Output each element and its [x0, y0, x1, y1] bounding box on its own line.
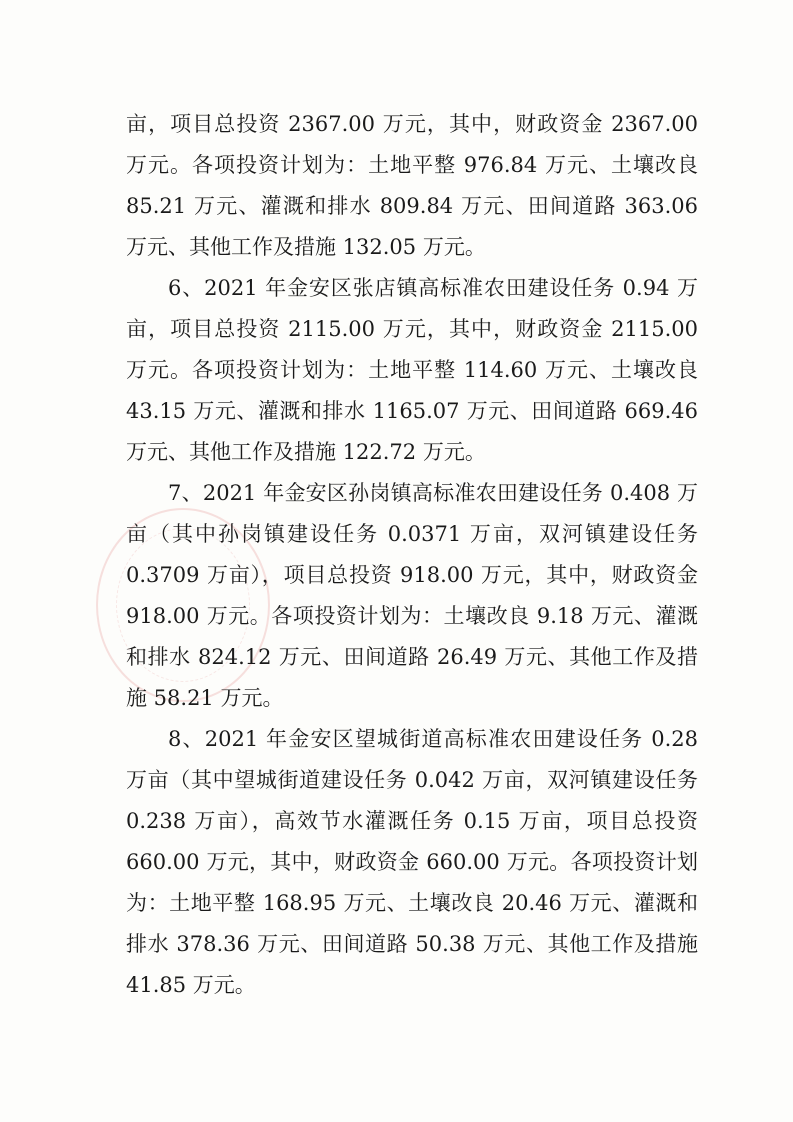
paragraph-item-6: 6、2021 年金安区张店镇高标准农田建设任务 0.94 万亩，项目总投资 2115.00 万元，其中，财政资金 2115.00 万元。各项投资计划为：土地平整 114.60 万元、土壤改良 43.15 万元、灌溉和排水 1165.07 万元、田间道路 669.46 万元、其他工作及措施 122.72 万元。 [126, 276, 698, 464]
paragraph-item-8: 8、2021 年金安区望城街道高标准农田建设任务 0.28 万亩（其中望城街道建设任务 0.042 万亩，双河镇建设任务 0.238 万亩），高效节水灌溉任务 0.15 万亩，项目总投资 660.00 万元，其中，财政资金 660.00 万元。各项投资计划为：土地平整 168.95 万元、土壤改良 20.46 万元、灌溉和排水 378.36 万元、田间道路 50.38 万元、其他工作及措施 41.85 万元。 [126, 727, 698, 997]
paragraph-continuation: 亩，项目总投资 2367.00 万元，其中，财政资金 2367.00 万元。各项投资计划为：土地平整 976.84 万元、土壤改良 85.21 万元、灌溉和排水 809.84 万元、田间道路 363.06 万元、其他工作及措施 132.05 万元。 [126, 112, 698, 259]
document-body [126, 104, 698, 1006]
paragraph-item-7: 7、2021 年金安区孙岗镇高标准农田建设任务 0.408 万亩（其中孙岗镇建设任务 0.0371 万亩，双河镇建设任务 0.3709 万亩），项目总投资 918.00 万元，其中，财政资金 918.00 万元。各项投资计划为：土壤改良 9.18 万元、灌溉和排水 824.12 万元、田间道路 26.49 万元、其他工作及措施 58.21 万元。 [126, 481, 698, 710]
